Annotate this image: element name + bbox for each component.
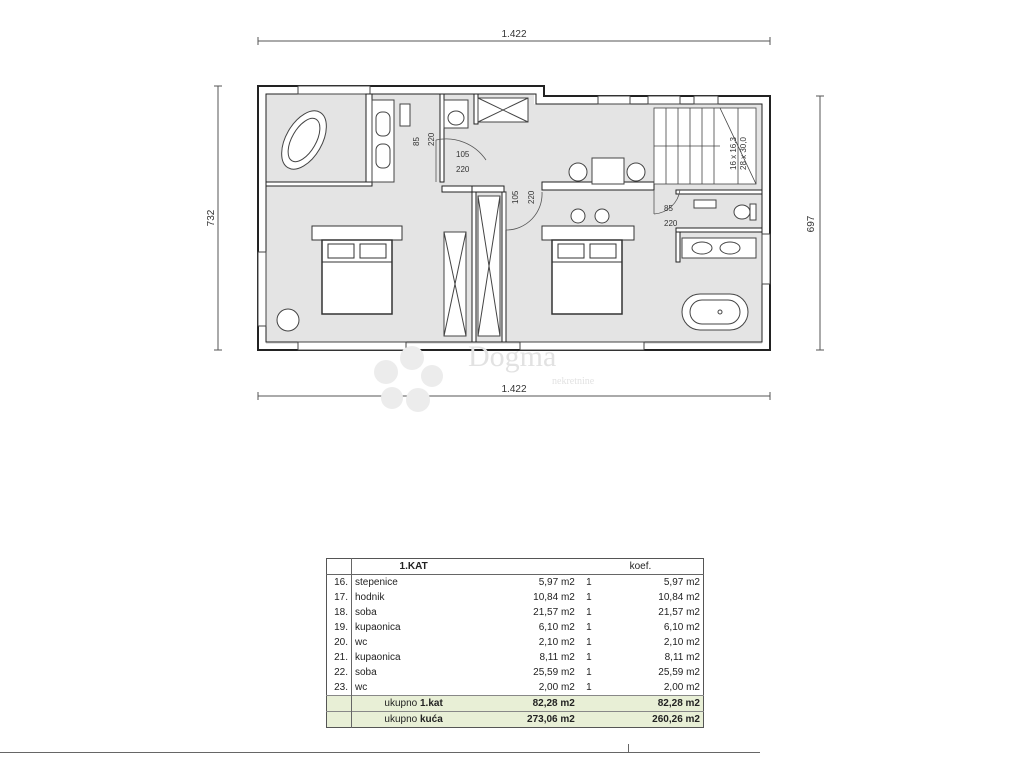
stool-right-1: [571, 209, 585, 223]
total-kuca-total: 260,26 m2: [600, 712, 704, 728]
footer-line: [0, 752, 760, 753]
dimension-left-label: 732: [206, 209, 217, 227]
row-index: 18.: [327, 605, 352, 620]
footer-tick: [628, 744, 629, 753]
bed-right: [542, 226, 634, 314]
row-area: 2,00 m2: [538, 681, 575, 693]
table-koef-header: koef.: [578, 559, 704, 575]
watermark-logo: [374, 346, 443, 412]
row-total: 2,10 m2: [663, 636, 700, 648]
row-index: 23.: [327, 680, 352, 696]
row-koef: 1: [586, 651, 592, 663]
row-index: 19.: [327, 620, 352, 635]
watermark-text: Dogma: [468, 340, 557, 373]
vanity-left: [372, 100, 394, 182]
row-area: 8,11 m2: [539, 651, 575, 663]
dimension-right: [816, 96, 824, 350]
door-label-3-height: 220: [527, 190, 536, 204]
dimension-top-label: 1.422: [501, 29, 527, 40]
table-row: [327, 635, 704, 650]
row-area: 2,10 m2: [538, 636, 575, 648]
row-total: 21,57 m2: [658, 606, 700, 618]
row-area: 25,59 m2: [533, 666, 575, 678]
row-total: 8,11 m2: [664, 651, 700, 663]
vanity-right: [682, 238, 756, 258]
total-kat-total: 82,28 m2: [600, 696, 704, 712]
row-name: wc: [355, 681, 368, 693]
table-row: [327, 680, 704, 696]
area-table: [326, 558, 704, 728]
door-label-4-height: 220: [664, 219, 678, 228]
row-name: soba: [355, 606, 377, 618]
table-row: [327, 665, 704, 680]
row-index: 16.: [327, 575, 352, 591]
dimension-bottom-label: 1.422: [501, 384, 527, 395]
stair-label-2: 28 x 30,0: [739, 137, 748, 170]
row-total: 25,59 m2: [658, 666, 700, 678]
table-row: [327, 590, 704, 605]
door-label-2-height: 220: [456, 165, 470, 174]
row-area: 10,84 m2: [533, 591, 575, 603]
door-label-1-width: 85: [412, 137, 421, 146]
stair-label-1: 16 x 16,3: [729, 137, 738, 170]
row-koef: 1: [586, 636, 592, 648]
row-index: 20.: [327, 635, 352, 650]
row-koef: 1: [586, 576, 592, 588]
row-index: 22.: [327, 665, 352, 680]
total-kuca-area: 273,06 m2: [475, 712, 578, 728]
row-koef: 1: [586, 606, 592, 618]
door-label-1-height: 220: [427, 132, 436, 146]
row-name: hodnik: [355, 591, 385, 603]
row-total: 6,10 m2: [663, 621, 700, 633]
row-name: stepenice: [355, 576, 398, 588]
total-kat-row: [327, 696, 704, 712]
table-header: [327, 559, 704, 575]
stool-right-2: [595, 209, 609, 223]
table-row: [327, 650, 704, 665]
bathtub-right: [682, 294, 748, 330]
dimension-right-label: 697: [806, 215, 817, 233]
row-koef: 1: [586, 666, 592, 678]
total-kat-area: 82,28 m2: [475, 696, 578, 712]
row-koef: 1: [586, 621, 592, 633]
wardrobe-left: [444, 232, 466, 336]
row-total: 5,97 m2: [663, 576, 700, 588]
row-name: kupaonica: [355, 651, 401, 663]
row-name: soba: [355, 666, 377, 678]
table-row: [327, 575, 704, 591]
row-total: 10,84 m2: [658, 591, 700, 603]
row-area: 5,97 m2: [538, 576, 575, 588]
door-label-4-width: 85: [664, 204, 673, 213]
row-koef: 1: [586, 681, 592, 693]
door-label-2-width: 105: [456, 150, 470, 159]
row-name: kupaonica: [355, 621, 401, 633]
total-kuca-label: ukupno kuća: [352, 712, 476, 728]
row-area: 6,10 m2: [538, 621, 575, 633]
wardrobe-center: [478, 196, 500, 336]
total-kat-label: ukupno 1.kat: [352, 696, 476, 712]
bed-left: [312, 226, 402, 314]
watermark-subtext: nekretnine: [552, 376, 595, 387]
row-koef: 1: [586, 591, 592, 603]
table-row: [327, 620, 704, 635]
row-area: 21,57 m2: [533, 606, 575, 618]
door-label-3-width: 105: [511, 190, 520, 204]
total-kuca-row: [327, 712, 704, 728]
table-row: [327, 605, 704, 620]
row-index: 17.: [327, 590, 352, 605]
shaft: [478, 98, 528, 122]
row-name: wc: [355, 636, 368, 648]
table-title: 1.KAT: [352, 559, 476, 575]
row-index: 21.: [327, 650, 352, 665]
chair-left: [277, 309, 299, 331]
row-total: 2,00 m2: [663, 681, 700, 693]
